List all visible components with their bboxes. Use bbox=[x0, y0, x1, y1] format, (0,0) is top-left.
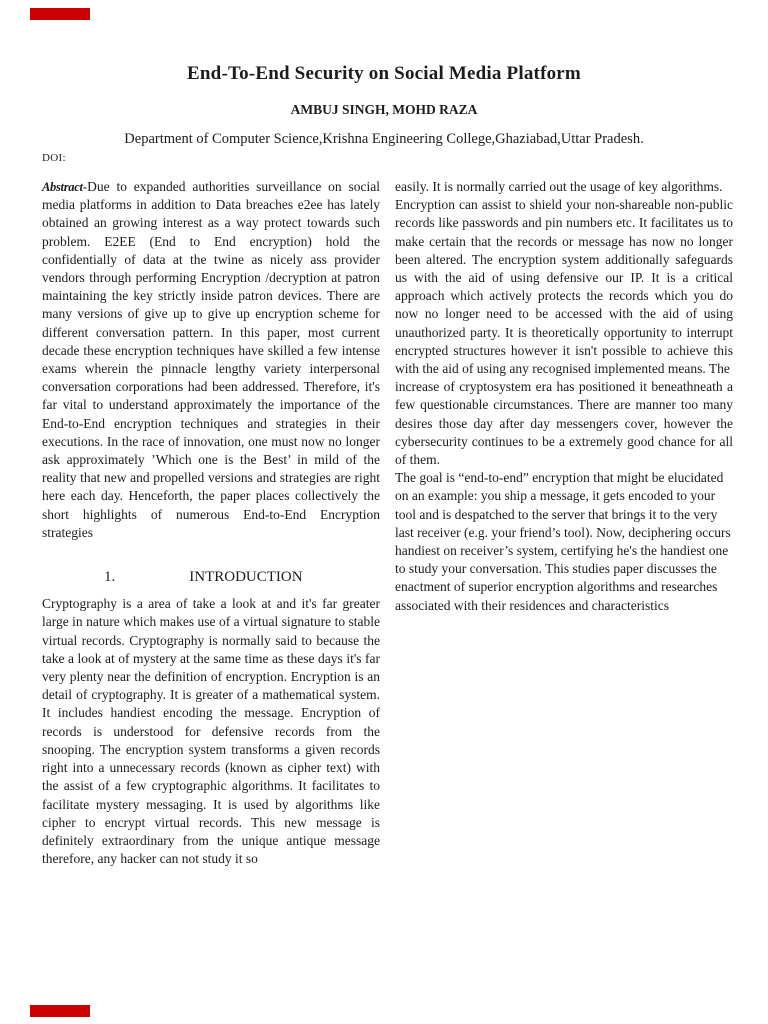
two-column-body bbox=[0, 178, 768, 868]
paper-authors: AMBUJ SINGH, MOHD RAZA bbox=[290, 102, 478, 117]
section-heading-introduction bbox=[42, 568, 380, 586]
section-number: 1. bbox=[104, 569, 116, 586]
section-title: INTRODUCTION bbox=[189, 569, 303, 586]
left-column bbox=[42, 178, 380, 868]
paper-affiliation: Department of Computer Science,Krishna Engineering College,Ghaziabad,Uttar Pradesh. bbox=[124, 131, 644, 147]
red-page-marker-top bbox=[30, 8, 90, 20]
abstract-paragraph bbox=[42, 178, 380, 542]
body-paragraph: Encryption can assist to shield your non-shareable non-public records like passwords and pin numbers etc. It facilitates us to make certain that the records or message has now no longer been altered. The encryption system additionally safeguards us with the aid of using defensive our IP. It is a critical approach which actively protects the records which you do now no longer need to be accessed with the aid of using unauthorized party. It is theoretically opportunity to interrupt encrypted structures however it isn't possible to achieve this with the aid of using any recognised implemented means. The bbox=[395, 197, 733, 377]
red-page-marker-bottom bbox=[30, 1005, 90, 1017]
body-paragraph: increase of cryptosystem era has positioned it beneathneath a few questionable circumstances. There are manner too many desires those day after day messengers cover, however the cybersecurity continues to be a extremely good chance for all of them. bbox=[395, 379, 733, 468]
body-paragraph: The goal is “end-to-end” encryption that might be elucidated on an example: you ship a message, it gets encoded to your tool and is despatched to the server that brings it to the very last receiver (e.g. your friend’s tool). Now, deciphering occurs handiest on receiver’s system, certifying he's the handiest one to study your conversation. This studies paper discusses the enactment of superior encryption algorithms and researches associated with their residences and characteristics bbox=[395, 470, 731, 613]
abstract-label: Abstract bbox=[42, 180, 83, 194]
paper-header bbox=[0, 0, 768, 164]
abstract-text: -Due to expanded authorities surveillance on social media platforms in addition to Data breaches e2ee has lately obtained an growing interest as a way protect towards such problem. E2EE (End to End encryption) hold the confidentially of data at the twine as nicely ass provider vendors through performing Encryption /decryption at patron maintaining the key strictly inside patron devices. There are many versions of give up to give up encryption scheme for different conversation pattern. In this paper, most current decade these encryption techniques have skilled a few intense exams wherein the pinnacle lengthy variety interpersonal conversation corporations had been addressed. Therefore, it's far vital to understand approximately the importance of the End-to-End encryption techniques and strategies in their executions. In the race of innovation, one must now no longer ask approximately ’Which one is the Best’ in mild of the reality that new and propelled versions and strategies are right here each day. Henceforth, the paper places collectively the short highlights of numerous End-to-End Encryption strategies bbox=[42, 179, 380, 540]
introduction-paragraph: Cryptography is a area of take a look at and it's far greater large in nature which makes use of a virtual signature to stable virtual records. Cryptography is normally said to because the take a look at of mystery at the same time as these days it's far very plenty near the definition of encryption. Encryption is an detail of cryptography. It is greater of a mathematical system. It includes handiest encoding the message. Encryption of records is understood for defensive records from the snooping. The encryption system transforms a given records right into a unnecessary records (known as cipher text) with the assist of a few cryptographic algorithms. It facilitates to facilitate mystery messaging. It is used by algorithms like cipher to encrypt virtual records. This new message is definitely extraordinary from the unique antique message therefore, any hacker can not study it so bbox=[42, 596, 380, 867]
right-column bbox=[395, 178, 733, 868]
paper-title: End-To-End Security on Social Media Platform bbox=[187, 63, 581, 84]
body-paragraph: easily. It is normally carried out the usage of key algorithms. bbox=[395, 179, 723, 194]
doi-label: DOI: bbox=[42, 152, 66, 164]
